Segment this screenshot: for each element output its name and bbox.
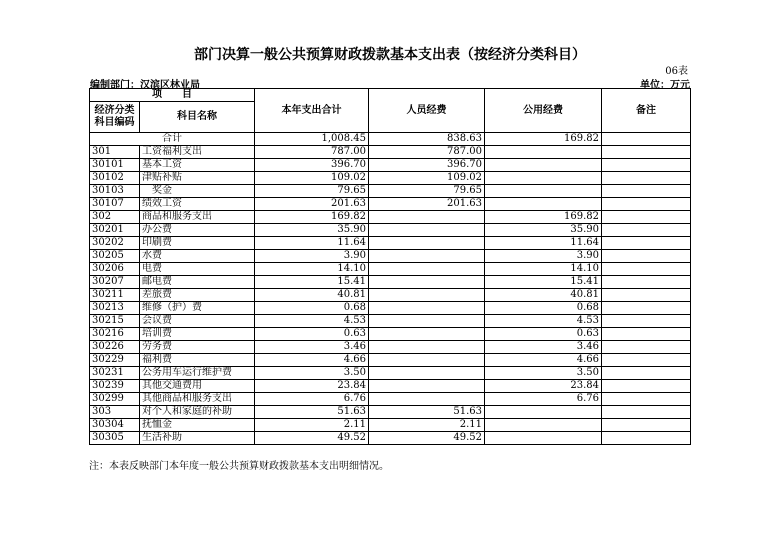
cell-subject-name: 抚恤金 [140,419,255,432]
cell-public: 3.50 [485,367,602,380]
cell-subject-name: 其他交通费用 [140,380,255,393]
cell-total: 3.90 [255,250,369,263]
cell-code: 30211 [90,289,140,302]
table-row [90,328,691,341]
cell-public [485,406,602,419]
cell-code: 30102 [90,172,140,185]
cell-personnel: 2.11 [369,419,485,432]
cell-total: 23.84 [255,380,369,393]
cell-code: 30201 [90,224,140,237]
cell-code: 30103 [90,185,140,198]
cell-remark [602,432,691,445]
cell-remark [602,198,691,211]
table-row [90,224,691,237]
table-row [90,393,691,406]
cell-total: 15.41 [255,276,369,289]
cell-remark [602,380,691,393]
cell-public: 6.76 [485,393,602,406]
cell-subject-name: 福利费 [140,354,255,367]
total-row [90,133,691,146]
table-row [90,237,691,250]
cell-public: 40.81 [485,289,602,302]
cell-remark [602,341,691,354]
cell-subject-name: 培训费 [140,328,255,341]
table-row [90,250,691,263]
cell-code: 30207 [90,276,140,289]
cell-remark [602,185,691,198]
cell-personnel [369,276,485,289]
cell-personnel [369,289,485,302]
cell-code: 30215 [90,315,140,328]
cell-remark [602,328,691,341]
cell-subject-name: 印刷费 [140,237,255,250]
cell-subject-name: 商品和服务支出 [140,211,255,224]
cell-subject-name: 办公费 [140,224,255,237]
header-econ-code [90,102,140,133]
cell-total: 2.11 [255,419,369,432]
table-row [90,172,691,185]
table-row [90,341,691,354]
cell-personnel [369,354,485,367]
cell-personnel [369,237,485,250]
cell-personnel: 201.63 [369,198,485,211]
cell-remark [602,237,691,250]
cell-public: 4.53 [485,315,602,328]
cell-code: 30231 [90,367,140,380]
cell-subject-name: 生活补助 [140,432,255,445]
cell-total: 79.65 [255,185,369,198]
header-total: 本年支出合计 [255,89,369,133]
cell-subject-name: 津贴补贴 [140,172,255,185]
cell-code: 30202 [90,237,140,250]
table-row [90,302,691,315]
table-row [90,276,691,289]
cell-total: 169.82 [255,211,369,224]
cell-public: 14.10 [485,263,602,276]
header-remark: 备注 [602,89,691,133]
cell-public: 169.82 [485,211,602,224]
cell-total: 51.63 [255,406,369,419]
table-row [90,185,691,198]
table-row [90,432,691,445]
cell-remark [602,250,691,263]
cell-code: 30206 [90,263,140,276]
cell-public: 23.84 [485,380,602,393]
cell-code: 30213 [90,302,140,315]
expenditure-table [89,88,691,445]
cell-remark [602,393,691,406]
cell-total: 35.90 [255,224,369,237]
cell-code: 30205 [90,250,140,263]
cell-public [485,198,602,211]
cell-personnel [369,341,485,354]
cell-remark [602,211,691,224]
cell-public: 4.66 [485,354,602,367]
cell-total: 4.66 [255,354,369,367]
cell-total: 11.64 [255,237,369,250]
cell-code: 30101 [90,159,140,172]
table-row [90,367,691,380]
cell-public: 0.68 [485,302,602,315]
report-title: 部门决算一般公共预算财政拨款基本支出表（按经济分类科目） [194,47,586,63]
cell-subject-name: 对个人和家庭的补助 [140,406,255,419]
cell-subject-name: 公务用车运行维护费 [140,367,255,380]
table-row [90,315,691,328]
cell-personnel [369,302,485,315]
cell-code: 30226 [90,341,140,354]
table-row [90,380,691,393]
cell-remark [602,289,691,302]
total-public: 169.82 [485,133,602,146]
cell-subject-name: 电费 [140,263,255,276]
cell-personnel [369,250,485,263]
cell-code: 30229 [90,354,140,367]
cell-public: 11.64 [485,237,602,250]
cell-public: 3.46 [485,341,602,354]
cell-code: 30304 [90,419,140,432]
cell-personnel [369,380,485,393]
cell-personnel [369,211,485,224]
cell-public [485,172,602,185]
total-amount: 1,008.45 [255,133,369,146]
cell-total: 396.70 [255,159,369,172]
header-econ-code-line2: 科目编码 [94,117,135,128]
cell-remark [602,315,691,328]
cell-code: 302 [90,211,140,224]
cell-personnel [369,367,485,380]
cell-remark [602,367,691,380]
cell-total: 109.02 [255,172,369,185]
cell-total: 6.76 [255,393,369,406]
table-row [90,263,691,276]
header-row-1 [90,89,691,102]
cell-public [485,146,602,159]
cell-total: 3.46 [255,341,369,354]
cell-public [485,419,602,432]
table-row [90,198,691,211]
cell-personnel [369,315,485,328]
unit-label: 单位：万元 [640,80,690,91]
cell-personnel: 49.52 [369,432,485,445]
cell-subject-name: 奖金 [140,185,255,198]
cell-code: 301 [90,146,140,159]
table-row [90,419,691,432]
cell-subject-name: 基本工资 [140,159,255,172]
cell-remark [602,146,691,159]
cell-personnel: 79.65 [369,185,485,198]
cell-remark [602,172,691,185]
cell-remark [602,159,691,172]
cell-code: 30107 [90,198,140,211]
cell-code: 30239 [90,380,140,393]
cell-code: 30305 [90,432,140,445]
cell-subject-name: 维修（护）费 [140,302,255,315]
cell-total: 3.50 [255,367,369,380]
table-body [90,146,691,445]
header-econ-code-line1: 经济分类 [94,105,135,116]
cell-code: 303 [90,406,140,419]
cell-subject-name: 绩效工资 [140,198,255,211]
table-row [90,406,691,419]
cell-total: 787.00 [255,146,369,159]
cell-subject-name: 工资福利支出 [140,146,255,159]
footnote: 注：本表反映部门本年度一般公共预算财政拨款基本支出明细情况。 [89,461,389,472]
cell-subject-name: 差旅费 [140,289,255,302]
cell-public: 35.90 [485,224,602,237]
cell-personnel [369,328,485,341]
cell-personnel: 787.00 [369,146,485,159]
header-subject-name: 科目名称 [140,102,255,133]
cell-public [485,432,602,445]
cell-public [485,185,602,198]
department-label: 编制部门：汉滨区林业局 [90,80,200,91]
table-number: 06表 [665,66,688,77]
cell-public: 3.90 [485,250,602,263]
cell-code: 30299 [90,393,140,406]
cell-total: 0.68 [255,302,369,315]
cell-total: 0.63 [255,328,369,341]
cell-personnel [369,393,485,406]
cell-public: 0.63 [485,328,602,341]
cell-total: 201.63 [255,198,369,211]
cell-subject-name: 会议费 [140,315,255,328]
cell-remark [602,263,691,276]
cell-total: 49.52 [255,432,369,445]
cell-public: 15.41 [485,276,602,289]
cell-total: 40.81 [255,289,369,302]
table-row [90,211,691,224]
cell-public [485,159,602,172]
cell-personnel: 51.63 [369,406,485,419]
cell-remark [602,224,691,237]
cell-subject-name: 劳务费 [140,341,255,354]
cell-remark [602,419,691,432]
cell-subject-name: 水费 [140,250,255,263]
table-row [90,159,691,172]
cell-personnel: 109.02 [369,172,485,185]
table-row [90,146,691,159]
cell-remark [602,354,691,367]
table-row [90,354,691,367]
cell-code: 30216 [90,328,140,341]
cell-remark [602,276,691,289]
header-personnel: 人员经费 [369,89,485,133]
cell-personnel: 396.70 [369,159,485,172]
cell-subject-name: 邮电费 [140,276,255,289]
total-label: 合计 [90,133,255,146]
total-remark [602,133,691,146]
cell-remark [602,302,691,315]
header-xiang-mu: 项 目 [90,89,255,102]
cell-total: 4.53 [255,315,369,328]
table-row [90,289,691,302]
cell-total: 14.10 [255,263,369,276]
cell-personnel [369,263,485,276]
cell-personnel [369,224,485,237]
header-public: 公用经费 [485,89,602,133]
cell-remark [602,406,691,419]
total-personnel: 838.63 [369,133,485,146]
cell-subject-name: 其他商品和服务支出 [140,393,255,406]
